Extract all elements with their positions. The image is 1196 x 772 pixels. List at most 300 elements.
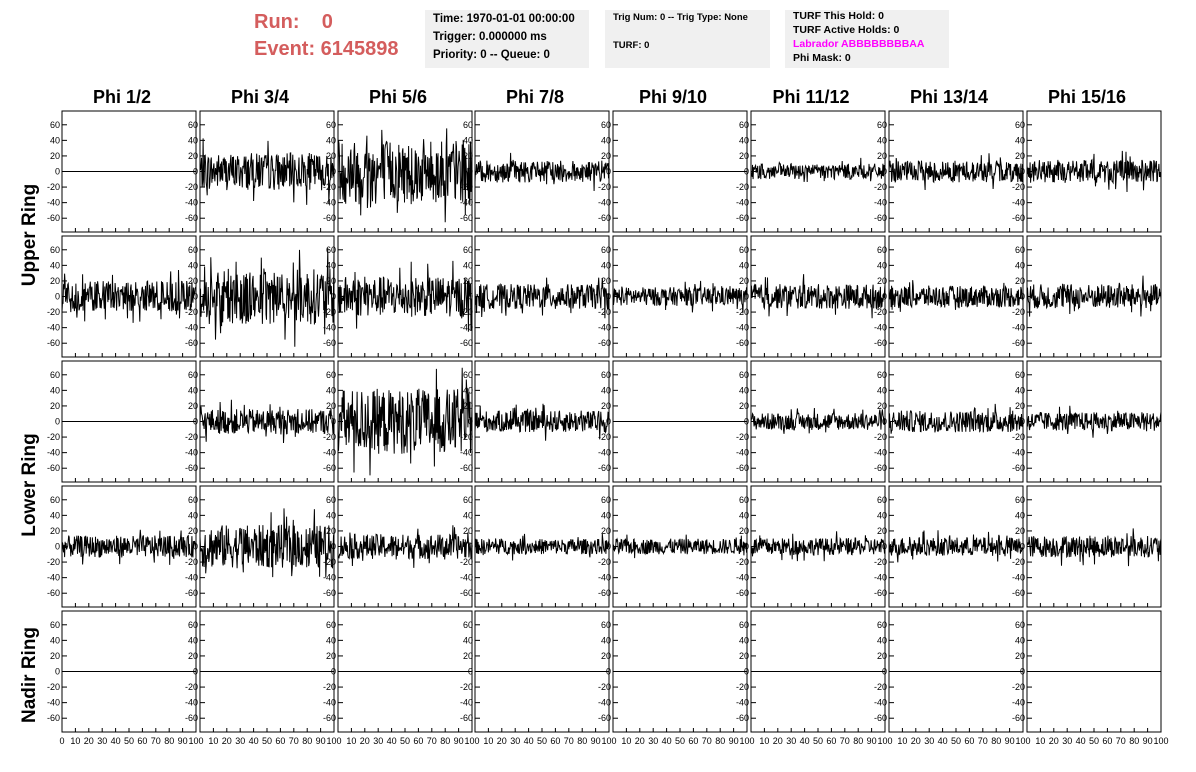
y-tick-label: 40 (49, 135, 60, 146)
y-tick-label: 0 (605, 291, 611, 302)
x-tick-label: 80 (577, 736, 588, 746)
y-tick-label: -40 (873, 447, 887, 458)
y-tick-label: -60 (46, 213, 60, 224)
panel-upper-2-phi-4 (460, 236, 609, 357)
y-tick-label: 60 (187, 619, 198, 630)
y-tick-label: 40 (876, 260, 887, 271)
y-tick-label: -20 (597, 682, 611, 693)
y-tick-label: 0 (54, 541, 60, 552)
y-tick-label: 60 (325, 119, 336, 130)
x-tick-label: 90 (177, 736, 188, 746)
y-tick-label: 60 (462, 369, 473, 380)
y-tick-label: -20 (322, 557, 336, 568)
y-tick-label: 20 (462, 650, 473, 661)
x-tick-label: 90 (866, 736, 877, 746)
y-tick-label: -40 (735, 697, 749, 708)
y-tick-label: 0 (881, 166, 887, 177)
y-tick-label: -40 (46, 572, 60, 583)
y-tick-label: -40 (46, 322, 60, 333)
waveform-trace (1027, 406, 1161, 438)
y-tick-label: -60 (322, 213, 336, 224)
y-tick-label: 20 (600, 525, 611, 536)
y-tick-label: 0 (881, 416, 887, 427)
y-tick-label: 0 (1019, 541, 1025, 552)
y-tick-label: -40 (1011, 572, 1025, 583)
y-tick-label: -60 (322, 463, 336, 474)
y-tick-label: 40 (325, 510, 336, 521)
labrador-text: Labrador ABBBBBBBBAA (793, 38, 925, 50)
y-tick-label: -40 (322, 197, 336, 208)
x-tick-label: 40 (523, 736, 534, 746)
y-tick-label: -60 (597, 588, 611, 599)
y-tick-label: 60 (1014, 119, 1025, 130)
panel-lower-2-phi-3 (323, 486, 472, 607)
x-tick-label: 20 (359, 736, 370, 746)
y-tick-label: 40 (876, 510, 887, 521)
x-tick-label: 10 (621, 736, 632, 746)
y-tick-label: 60 (462, 494, 473, 505)
column-header-phi-13-14: Phi 13/14 (909, 87, 989, 107)
panel-upper-1-phi-6 (736, 111, 885, 232)
x-tick-label: 100 (188, 736, 204, 746)
y-tick-label: 40 (1014, 260, 1025, 271)
x-tick-label: 20 (496, 736, 507, 746)
y-tick-label: -20 (1011, 682, 1025, 693)
waveform-trace (751, 158, 885, 182)
y-tick-label: 60 (600, 494, 611, 505)
column-header-phi-5-6: Phi 5/6 (368, 87, 428, 107)
x-tick-label: 100 (601, 736, 617, 746)
y-tick-label: 40 (325, 135, 336, 146)
y-tick-label: 60 (49, 244, 60, 255)
y-tick-label: -60 (597, 463, 611, 474)
y-tick-label: -60 (322, 338, 336, 349)
y-tick-label: 0 (54, 416, 60, 427)
y-tick-label: -20 (459, 182, 473, 193)
y-tick-label: -40 (873, 697, 887, 708)
y-tick-label: -40 (1011, 697, 1025, 708)
panel-lower-2-phi-6 (736, 486, 885, 607)
y-tick-label: -20 (597, 182, 611, 193)
y-tick-label: 20 (49, 650, 60, 661)
y-tick-label: -40 (597, 197, 611, 208)
y-tick-label: 60 (462, 619, 473, 630)
x-tick-label: 50 (399, 736, 411, 746)
x-tick-label: 10 (346, 736, 357, 746)
y-tick-label: -20 (459, 307, 473, 318)
x-tick-label: 60 (1102, 736, 1113, 746)
y-tick-label: -20 (873, 432, 887, 443)
waveform-trace (338, 525, 472, 568)
y-tick-label: -40 (873, 197, 887, 208)
y-tick-label: 40 (325, 385, 336, 396)
y-tick-label: 20 (462, 525, 473, 536)
y-tick-label: 40 (187, 510, 198, 521)
y-tick-label: 40 (462, 635, 473, 646)
trigger-text: Trigger: 0.000000 ms (433, 31, 547, 43)
y-tick-label: -60 (459, 213, 473, 224)
x-tick-label: 80 (164, 736, 175, 746)
y-tick-label: -20 (735, 682, 749, 693)
y-tick-label: -40 (46, 697, 60, 708)
waveform-trace (613, 535, 747, 559)
y-tick-label: 0 (192, 291, 198, 302)
panel-upper-1-phi-8 (1012, 111, 1161, 232)
x-tick-label: 90 (1004, 736, 1015, 746)
y-tick-label: 0 (1019, 416, 1025, 427)
waveform-trace (1027, 276, 1161, 317)
y-tick-label: -40 (597, 697, 611, 708)
panel-frame (1027, 236, 1161, 357)
y-tick-label: -40 (184, 697, 198, 708)
y-tick-label: 40 (600, 260, 611, 271)
y-tick-label: 0 (330, 166, 336, 177)
x-tick-label: 30 (1062, 736, 1073, 746)
y-tick-label: -20 (873, 182, 887, 193)
y-tick-label: -40 (184, 197, 198, 208)
y-tick-label: 40 (1014, 635, 1025, 646)
y-tick-label: -20 (597, 557, 611, 568)
y-tick-label: 40 (462, 385, 473, 396)
y-tick-label: -20 (322, 432, 336, 443)
x-tick-label: 80 (302, 736, 313, 746)
waveform-trace (475, 534, 609, 561)
x-tick-label: 90 (590, 736, 601, 746)
y-tick-label: 20 (600, 150, 611, 161)
priority-queue-text: Priority: 0 -- Queue: 0 (433, 49, 550, 61)
y-tick-label: -60 (459, 338, 473, 349)
y-tick-label: -20 (873, 682, 887, 693)
y-tick-label: 0 (743, 541, 749, 552)
waveform-trace (200, 138, 334, 205)
ring-label-upper: Upper Ring (19, 183, 40, 287)
x-tick-label: 80 (853, 736, 864, 746)
y-tick-label: 60 (600, 619, 611, 630)
waveform-trace (1027, 151, 1161, 192)
y-tick-label: -20 (735, 432, 749, 443)
y-tick-label: 0 (1019, 291, 1025, 302)
y-tick-label: -20 (46, 432, 60, 443)
y-tick-label: 20 (876, 150, 887, 161)
x-tick-label: 100 (326, 736, 342, 746)
x-tick-label: 30 (235, 736, 246, 746)
x-tick-label: 30 (924, 736, 935, 746)
y-tick-label: 20 (600, 400, 611, 411)
y-tick-label: -40 (1011, 197, 1025, 208)
y-tick-label: 40 (738, 510, 749, 521)
y-tick-label: 20 (1014, 400, 1025, 411)
waveform-trace (475, 404, 609, 441)
y-tick-label: 0 (192, 666, 198, 677)
y-tick-label: 40 (49, 260, 60, 271)
y-tick-label: 20 (325, 150, 336, 161)
y-tick-label: -40 (597, 447, 611, 458)
column-header-phi-11-12: Phi 11/12 (772, 87, 850, 107)
x-tick-label: 90 (1142, 736, 1153, 746)
y-tick-label: 20 (738, 275, 749, 286)
turf-text: TURF: 0 (613, 40, 650, 51)
y-tick-label: -40 (597, 322, 611, 333)
y-tick-label: 60 (876, 494, 887, 505)
waveform-trace (338, 128, 472, 222)
x-tick-label: 20 (83, 736, 94, 746)
x-tick-label: 50 (812, 736, 824, 746)
y-tick-label: 20 (738, 400, 749, 411)
panel-lower-2-phi-1 (47, 486, 196, 607)
y-tick-label: 60 (738, 369, 749, 380)
waveform-trace (889, 404, 1023, 434)
y-tick-label: 40 (600, 135, 611, 146)
y-tick-label: -60 (597, 713, 611, 724)
panel-nadir-phi-7 (874, 611, 1031, 746)
panel-upper-2-phi-3 (323, 236, 472, 357)
y-tick-label: -60 (1011, 213, 1025, 224)
panel-nadir-phi-5 (598, 611, 755, 746)
y-tick-label: 20 (600, 650, 611, 661)
y-tick-label: 0 (743, 166, 749, 177)
y-tick-label: -20 (322, 307, 336, 318)
panel-nadir-phi-1 (47, 611, 204, 746)
column-header-phi-9-10: Phi 9/10 (638, 87, 708, 107)
y-tick-label: 20 (187, 650, 198, 661)
waveform-trace (338, 368, 472, 476)
y-tick-label: -20 (46, 557, 60, 568)
y-tick-label: -20 (46, 682, 60, 693)
y-tick-label: 0 (330, 666, 336, 677)
y-tick-label: 40 (738, 260, 749, 271)
x-tick-label: 20 (1048, 736, 1059, 746)
y-tick-label: -20 (322, 682, 336, 693)
y-tick-label: -40 (459, 697, 473, 708)
y-tick-label: 60 (876, 119, 887, 130)
panel-lower-2-phi-8 (1012, 486, 1161, 607)
waveform-trace (751, 274, 885, 318)
y-tick-label: 20 (462, 400, 473, 411)
y-tick-label: -60 (184, 338, 198, 349)
y-tick-label: 20 (738, 150, 749, 161)
y-tick-label: -40 (184, 322, 198, 333)
waveform-trace (751, 531, 885, 561)
y-tick-label: 40 (1014, 510, 1025, 521)
y-tick-label: 60 (49, 119, 60, 130)
y-tick-label: 60 (876, 369, 887, 380)
y-tick-label: -60 (184, 713, 198, 724)
y-tick-label: 0 (467, 416, 473, 427)
y-tick-label: -60 (873, 213, 887, 224)
panel-upper-2-phi-2 (185, 236, 334, 357)
x-tick-label: 50 (674, 736, 686, 746)
y-tick-label: 60 (187, 244, 198, 255)
x-tick-label: 60 (826, 736, 837, 746)
y-tick-label: -20 (735, 307, 749, 318)
y-tick-label: -60 (459, 463, 473, 474)
panel-nadir-phi-2 (185, 611, 342, 746)
y-tick-label: 40 (600, 385, 611, 396)
panel-lower-1-phi-7 (874, 361, 1023, 482)
x-tick-label: 100 (739, 736, 755, 746)
y-tick-label: 0 (54, 166, 60, 177)
x-tick-label: 90 (315, 736, 326, 746)
y-tick-label: -40 (459, 322, 473, 333)
y-tick-label: 40 (462, 260, 473, 271)
y-tick-label: -60 (46, 463, 60, 474)
column-header-phi-1-2: Phi 1/2 (92, 87, 152, 107)
y-tick-label: -20 (184, 557, 198, 568)
y-tick-label: 40 (738, 135, 749, 146)
y-tick-label: -40 (459, 197, 473, 208)
y-tick-label: 60 (600, 119, 611, 130)
x-tick-label: 80 (715, 736, 726, 746)
y-tick-label: 40 (1014, 385, 1025, 396)
y-tick-label: -40 (322, 572, 336, 583)
y-tick-label: 20 (462, 275, 473, 286)
panel-upper-2-phi-5 (598, 236, 747, 357)
waveform-trace (62, 270, 196, 323)
y-tick-label: 20 (876, 525, 887, 536)
y-tick-label: 20 (1014, 525, 1025, 536)
x-tick-label: 40 (1075, 736, 1086, 746)
y-tick-label: -60 (46, 713, 60, 724)
waveform-trace (889, 530, 1023, 562)
y-tick-label: -20 (459, 682, 473, 693)
panel-upper-1-phi-1 (47, 111, 196, 232)
panel-upper-1-phi-3 (323, 111, 472, 232)
x-tick-label: 10 (483, 736, 494, 746)
y-tick-label: -20 (322, 182, 336, 193)
x-tick-label: 50 (123, 736, 135, 746)
y-tick-label: 40 (1014, 135, 1025, 146)
y-tick-label: -40 (459, 572, 473, 583)
x-tick-label: 60 (964, 736, 975, 746)
waveform-trace (475, 150, 611, 191)
panel-lower-2-phi-5 (598, 486, 747, 607)
y-tick-label: 60 (738, 619, 749, 630)
y-tick-label: -20 (873, 557, 887, 568)
x-tick-label: 50 (261, 736, 273, 746)
y-tick-label: -40 (873, 322, 887, 333)
y-tick-label: -20 (597, 307, 611, 318)
x-tick-label: 50 (950, 736, 962, 746)
y-tick-label: -60 (459, 713, 473, 724)
x-tick-label: 20 (634, 736, 645, 746)
y-tick-label: 40 (187, 260, 198, 271)
y-tick-label: 0 (743, 291, 749, 302)
y-tick-label: 60 (49, 494, 60, 505)
x-tick-label: 70 (977, 736, 988, 746)
y-tick-label: 0 (330, 291, 336, 302)
turf-this-hold-text: TURF This Hold: 0 (793, 10, 884, 22)
x-tick-label: 10 (897, 736, 908, 746)
x-tick-label: 90 (728, 736, 739, 746)
y-tick-label: 60 (187, 494, 198, 505)
y-tick-label: 0 (54, 666, 60, 677)
y-tick-label: -20 (459, 557, 473, 568)
y-tick-label: -20 (459, 432, 473, 443)
waveform-trace (338, 261, 472, 332)
y-tick-label: 0 (467, 666, 473, 677)
x-tick-label: 40 (110, 736, 121, 746)
y-tick-label: 20 (49, 400, 60, 411)
y-tick-label: -40 (184, 447, 198, 458)
y-tick-label: -40 (735, 447, 749, 458)
y-tick-label: 0 (881, 291, 887, 302)
y-tick-label: -20 (735, 182, 749, 193)
x-tick-label: 40 (661, 736, 672, 746)
y-tick-label: -20 (184, 182, 198, 193)
turf-active-holds-text: TURF Active Holds: 0 (793, 24, 900, 36)
y-tick-label: 60 (1014, 369, 1025, 380)
panel-lower-2-phi-7 (874, 486, 1023, 607)
y-tick-label: -60 (322, 588, 336, 599)
x-tick-label: 0 (59, 736, 65, 746)
y-tick-label: 60 (462, 119, 473, 130)
y-tick-label: 40 (876, 135, 887, 146)
x-tick-label: 70 (426, 736, 437, 746)
x-tick-label: 70 (563, 736, 574, 746)
x-tick-label: 80 (440, 736, 451, 746)
y-tick-label: -40 (46, 197, 60, 208)
x-tick-label: 20 (910, 736, 921, 746)
x-tick-label: 70 (701, 736, 712, 746)
y-tick-label: 20 (876, 650, 887, 661)
y-tick-label: 0 (605, 416, 611, 427)
time-text: Time: 1970-01-01 00:00:00 (433, 13, 575, 25)
x-tick-label: 40 (937, 736, 948, 746)
x-tick-label: 70 (839, 736, 850, 746)
run-number: Run: 0 (254, 11, 333, 33)
y-tick-label: 20 (738, 650, 749, 661)
waveform-trace (613, 281, 747, 313)
panel-lower-1-phi-6 (736, 361, 885, 482)
y-tick-label: 60 (1014, 494, 1025, 505)
trig-num-type-text: Trig Num: 0 -- Trig Type: None (613, 12, 748, 23)
column-header-phi-15-16: Phi 15/16 (1047, 87, 1127, 107)
y-tick-label: -20 (184, 682, 198, 693)
y-tick-label: 0 (330, 541, 336, 552)
y-tick-label: 20 (187, 400, 198, 411)
panel-nadir-phi-3 (323, 611, 480, 746)
panel-lower-1-phi-1 (47, 361, 196, 482)
y-tick-label: -60 (459, 588, 473, 599)
x-tick-label: 10 (70, 736, 81, 746)
y-tick-label: -20 (46, 182, 60, 193)
y-tick-label: 20 (49, 525, 60, 536)
y-tick-label: -40 (322, 697, 336, 708)
panel-nadir-phi-8 (1012, 611, 1169, 746)
y-tick-label: 40 (187, 385, 198, 396)
waveform-trace (475, 275, 611, 319)
y-tick-label: 20 (187, 150, 198, 161)
y-tick-label: 0 (330, 416, 336, 427)
y-tick-label: -60 (597, 213, 611, 224)
y-tick-label: 20 (1014, 650, 1025, 661)
panel-lower-1-phi-2 (185, 361, 334, 482)
y-tick-label: -40 (597, 572, 611, 583)
y-tick-label: 20 (738, 525, 749, 536)
y-tick-label: -20 (1011, 307, 1025, 318)
waveform-trace (1027, 528, 1161, 566)
x-tick-label: 40 (386, 736, 397, 746)
panel-upper-2-phi-8 (1012, 236, 1161, 357)
y-tick-label: -40 (873, 572, 887, 583)
y-tick-label: 60 (738, 244, 749, 255)
y-tick-label: 60 (738, 494, 749, 505)
waveform-trace (889, 150, 1025, 193)
y-tick-label: 60 (876, 244, 887, 255)
waveform-trace (751, 408, 885, 434)
y-tick-label: -40 (322, 322, 336, 333)
y-tick-label: -40 (735, 572, 749, 583)
